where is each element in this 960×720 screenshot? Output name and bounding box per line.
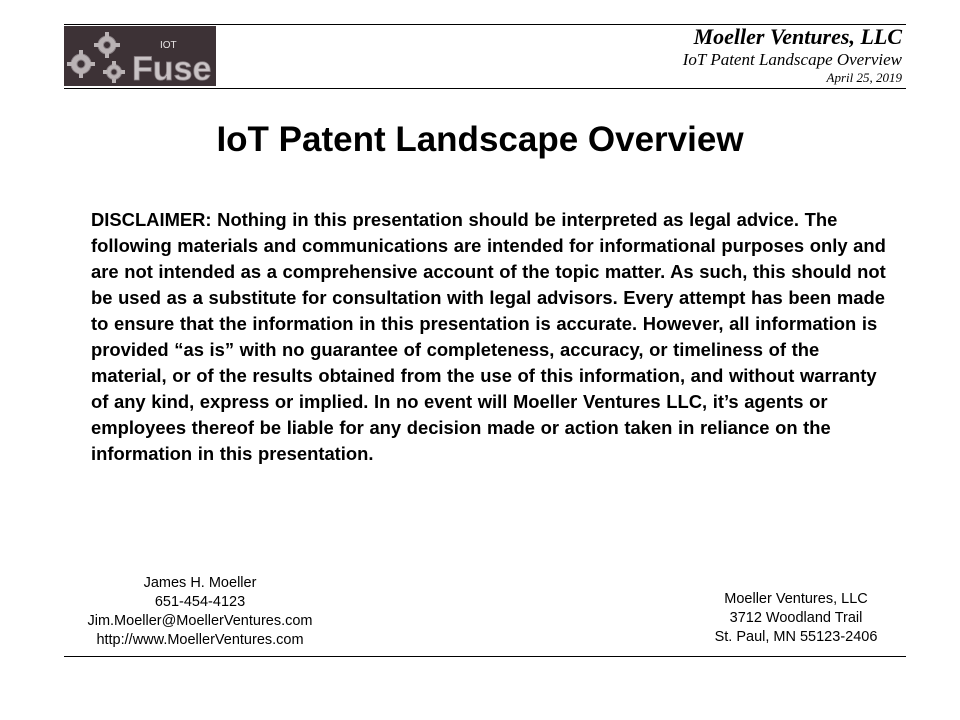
person-email: Jim.Moeller@MoellerVentures.com	[87, 613, 313, 629]
gear-icon	[71, 36, 122, 80]
person-contact	[70, 574, 330, 650]
header-info	[683, 24, 902, 86]
person-name: James H. Moeller	[143, 575, 257, 591]
iot-fuse-logo	[64, 26, 216, 86]
header-date: April 25, 2019	[826, 70, 902, 85]
logo-small-text: IOT	[160, 40, 177, 51]
company-street: 3712 Woodland Trail	[729, 610, 863, 626]
logo-big-text: Fuse	[132, 50, 212, 86]
slide-title: IoT Patent Landscape Overview	[216, 120, 744, 159]
header-company: Moeller Ventures, LLC	[693, 24, 902, 49]
person-website: http://www.MoellerVentures.com	[96, 632, 304, 648]
disclaimer-text: DISCLAIMER: Nothing in this presentation should be interpreted as legal advice. The following materials and communications are intended for informational purposes only and are not intended as a comprehensive account of the topic matter. As such, this should not be used as a substitute for consultation with legal advisors. Every attempt has been made to ensure that the information in this presentation is accurate. However, all information is provided “as is” with no guarantee of completeness, accuracy, or timeliness of the material, or of the results obtained from the use of this information, and without warranty of any kind, express or implied. In no event will Moeller Ventures LLC, it’s agents or employees thereof be liable for any decision made or action taken in reliance on the information in this presentation.	[91, 209, 886, 464]
header-bottom-rule	[64, 88, 906, 89]
footer-rule	[64, 656, 906, 657]
header-subtitle: IoT Patent Landscape Overview	[682, 50, 902, 69]
company-address	[690, 590, 902, 647]
person-phone: 651-454-4123	[154, 594, 246, 610]
company-city: St. Paul, MN 55123-2406	[714, 629, 878, 645]
company-name: Moeller Ventures, LLC	[724, 591, 868, 607]
